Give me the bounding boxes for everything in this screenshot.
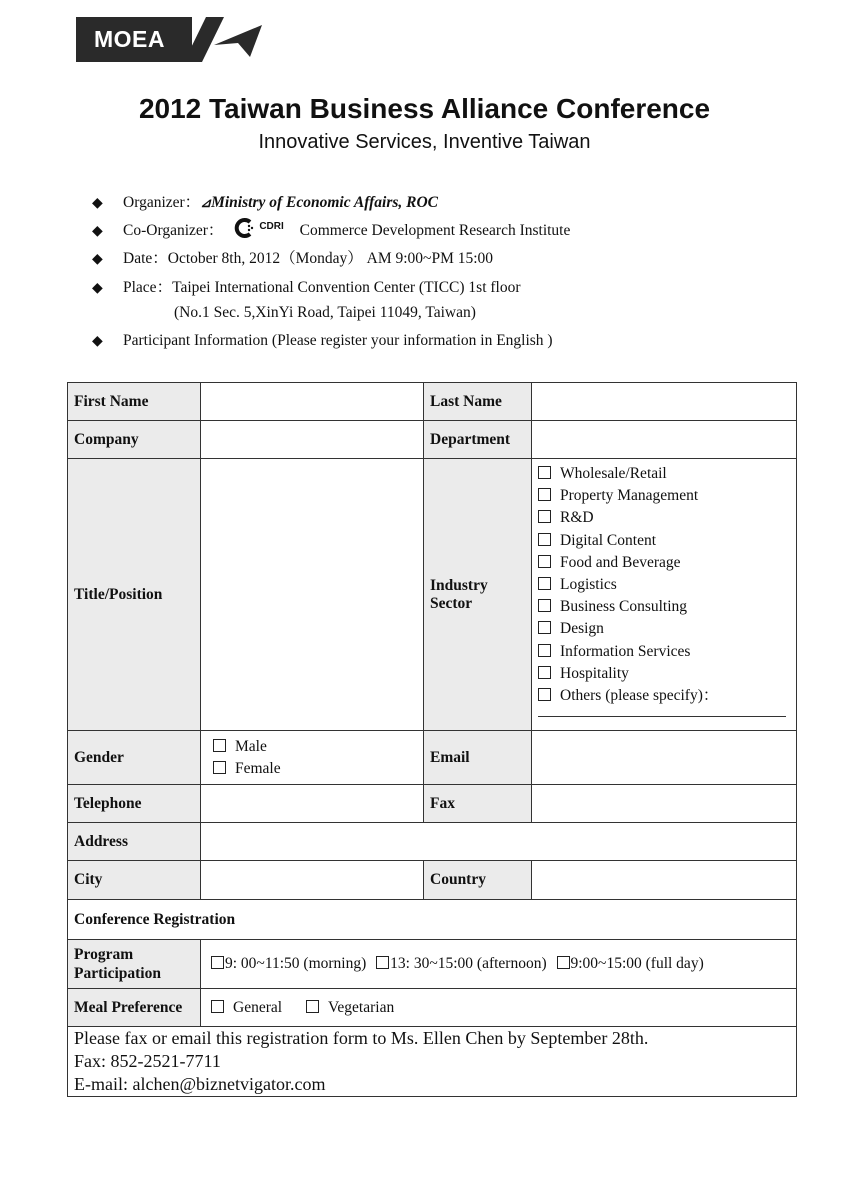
program-afternoon-label: 13: 30~15:00 (afternoon) [390,955,547,972]
diamond-bullet-icon: ◆ [92,334,103,349]
industry-option-label: Others (please specify)： [560,686,719,704]
gender-female-label: Female [235,759,281,777]
place-value: Taipei International Convention Center (TICC) 1st floor [172,279,521,296]
checkbox[interactable] [211,1000,224,1013]
country-field[interactable] [532,861,797,900]
industry-option[interactable] [538,596,790,618]
program-options [201,940,797,989]
place-label: Place： [123,279,173,296]
industry-option-label: Logistics [560,575,617,593]
checkbox[interactable] [538,466,551,479]
city-label: City [68,861,201,900]
last-name-field[interactable] [532,383,797,421]
industry-option[interactable] [538,685,790,707]
page-title: 2012 Taiwan Business Alliance Conference [138,93,711,124]
company-label: Company [68,421,201,459]
industry-option[interactable] [538,574,790,596]
diamond-bullet-icon: ◆ [92,281,103,296]
industry-option-label: Business Consulting [560,598,688,616]
address-label: Address [68,823,201,861]
industry-option[interactable] [538,485,790,507]
first-name-field[interactable] [201,383,424,421]
address-field[interactable] [201,823,797,861]
program-morning-option[interactable] [211,955,366,972]
participant-info-line [92,332,553,350]
industry-option-label: Information Services [560,642,691,660]
department-label: Department [424,421,532,459]
industry-option-label: Digital Content [560,531,657,549]
checkbox[interactable] [557,956,570,969]
footer-email: E-mail: alchen@biznetvigator.com [74,1074,326,1094]
industry-option-label: Design [560,620,604,638]
gender-male-option[interactable] [213,736,417,758]
coorganizer-line [92,218,570,240]
organizer-label: Organizer： [123,194,201,211]
industry-option[interactable] [538,463,790,485]
industry-option-label: Wholesale/Retail [560,465,667,482]
footer-note: Please fax or email this registration form to Ms. Ellen Chen by September 28th. [74,1028,649,1048]
date-value: October 8th, 2012（Monday） AM 9:00~PM 15:00 [167,250,494,267]
diamond-bullet-icon: ◆ [92,224,103,239]
coorganizer-value: Commerce Development Research Institute [299,222,571,239]
program-morning-label: 9: 00~11:50 (morning) [225,955,367,972]
industry-option-label: Food and Beverage [560,553,681,571]
footer-fax: Fax: 852-2521-7711 [74,1051,221,1071]
checkbox[interactable] [213,739,226,752]
meal-vegetarian-label: Vegetarian [327,998,395,1016]
gender-label: Gender [68,731,201,785]
industry-sector-label: Industry Sector [424,459,532,731]
industry-option[interactable] [538,530,790,552]
gender-male-label: Male [235,737,267,755]
country-label: Country [424,861,532,900]
industry-option[interactable] [538,663,790,685]
program-fullday-label: 9:00~15:00 (full day) [570,955,704,972]
industry-option[interactable] [538,507,790,529]
checkbox[interactable] [306,1000,319,1013]
checkbox[interactable] [538,599,551,612]
gender-options [201,731,424,785]
email-field[interactable] [532,731,797,785]
place-address: (No.1 Sec. 5,XinYi Road, Taipei 11049, Taiwan) [174,304,476,321]
industry-option[interactable] [538,618,790,640]
submission-instructions [68,1027,797,1097]
date-label: Date： [123,250,168,267]
place-line [92,275,521,297]
fax-label: Fax [424,785,532,823]
conference-registration-heading: Conference Registration [68,900,797,940]
telephone-label: Telephone [68,785,201,823]
moea-small-logo-icon: ⊿ [200,195,212,210]
meal-general-option[interactable] [211,999,282,1016]
checkbox[interactable] [538,510,551,523]
industry-option[interactable] [538,641,790,663]
checkbox[interactable] [538,577,551,590]
industry-option-label: Hospitality [560,664,629,682]
cdri-logo-icon [233,218,255,238]
first-name-label: First Name [68,383,201,421]
meal-vegetarian-option[interactable] [306,999,394,1016]
moea-logo-text: MOEA [76,17,192,62]
checkbox[interactable] [538,488,551,501]
title-position-label: Title/Position [68,459,201,731]
program-afternoon-option[interactable] [376,955,546,972]
participant-info-text: Participant Information (Please register your information in English ) [123,332,553,349]
meal-options [201,989,797,1027]
department-field[interactable] [532,421,797,459]
industry-option-label: R&D [560,509,594,527]
checkbox[interactable] [376,956,389,969]
checkbox[interactable] [538,644,551,657]
meal-preference-label: Meal Preference [68,989,201,1027]
checkbox[interactable] [538,666,551,679]
diamond-bullet-icon: ◆ [92,252,103,267]
email-label: Email [424,731,532,785]
program-participation-label: Program Participation [68,940,201,989]
date-line [92,246,493,268]
company-field[interactable] [201,421,424,459]
telephone-field[interactable] [201,785,424,823]
moea-logo [76,17,264,62]
title-position-field[interactable] [201,459,424,731]
gender-female-option[interactable] [213,758,417,780]
registration-form [67,382,797,1097]
industry-sector-options [532,459,797,731]
industry-option-label: Property Management [560,487,699,505]
checkbox[interactable] [538,688,551,701]
industry-option[interactable] [538,552,790,574]
diamond-bullet-icon: ◆ [92,196,103,211]
city-field[interactable] [201,861,424,900]
industry-list [538,459,790,707]
program-fullday-option[interactable] [557,955,704,972]
moea-logo-mark-icon [184,17,264,62]
page-subtitle: Innovative Services, Inventive Taiwan [258,131,591,153]
meal-general-label: General [233,998,283,1016]
cdri-logo-text: CDRI [259,221,284,232]
checkbox[interactable] [538,533,551,546]
organizer-line [92,190,438,212]
checkbox[interactable] [538,555,551,568]
checkbox[interactable] [538,621,551,634]
others-specify-line[interactable] [538,715,786,717]
checkbox[interactable] [211,956,224,969]
checkbox[interactable] [213,761,226,774]
last-name-label: Last Name [424,383,532,421]
coorganizer-label: Co-Organizer： [123,222,224,239]
fax-field[interactable] [532,785,797,823]
organizer-value: Ministry of Economic Affairs, ROC [211,194,439,211]
